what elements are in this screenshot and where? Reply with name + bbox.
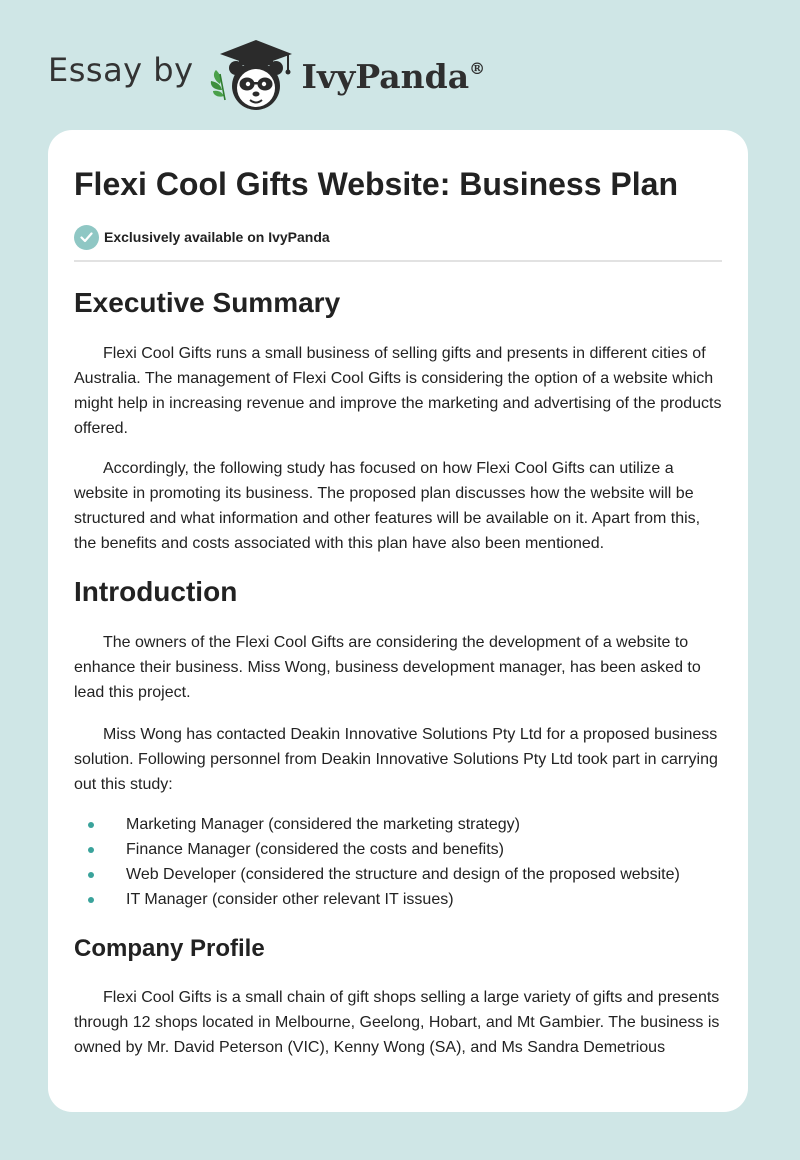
page-title: Flexi Cool Gifts Website: Business Plan: [74, 166, 678, 202]
brand-name: IvyPanda: [301, 56, 470, 96]
paragraph: Flexi Cool Gifts is a small chain of gift shops selling a large variety of gifts and presents through 12 shops located in Melbourne, Geelong, Hobart, and Mt Gambier. The business is owned by Mr. David Peterson (VIC), Kenny Wong (SA), and Ms Sandra Demetrious: [74, 989, 720, 1056]
list-item: [74, 887, 722, 912]
paragraph: The owners of the Flexi Cool Gifts are considering the development of a website to enhance their business. Miss Wong, business development manager, has been asked to lead this project.: [74, 634, 701, 701]
section-heading-company-profile: Company Profile: [74, 935, 265, 962]
checkmark-icon: [74, 225, 99, 250]
list-item-text: Marketing Manager (considered the marketing strategy): [126, 816, 520, 833]
site-header: [48, 34, 485, 114]
bullet-dot-icon: [88, 822, 94, 828]
essay-by-label: Essay by: [48, 51, 194, 89]
ivypanda-wordmark[interactable]: [302, 57, 486, 96]
exclusive-badge: [74, 224, 722, 250]
list-item: [74, 812, 722, 837]
essay-card: [48, 130, 748, 1112]
panda-logo-icon[interactable]: [206, 34, 298, 114]
list-item: [74, 862, 722, 887]
bullet-dot-icon: [88, 872, 94, 878]
list-item-text: IT Manager (consider other relevant IT issues): [126, 891, 454, 908]
list-item-text: Web Developer (considered the structure and design of the proposed website): [126, 866, 680, 883]
title-divider: [74, 260, 722, 262]
paragraph: Accordingly, the following study has focused on how Flexi Cool Gifts can utilize a website in promoting its business. The proposed plan discusses how the website will be structured and what information and other features will be available on it. Apart from this, the benefits and costs associated with this plan have also been mentioned.: [74, 460, 701, 552]
exclusive-label: Exclusively available on IvyPanda: [104, 229, 330, 245]
paragraph: Flexi Cool Gifts runs a small business of selling gifts and presents in different cities of Australia. The management of Flexi Cool Gifts is considering the option of a website which might help in increasing revenue and improve the marketing and advertising of the products offered.: [74, 345, 722, 437]
bullet-dot-icon: [88, 847, 94, 853]
section-heading-executive-summary: Executive Summary: [74, 287, 341, 318]
list-item: [74, 837, 722, 862]
bullet-dot-icon: [88, 897, 94, 903]
personnel-list: [74, 812, 722, 912]
registered-mark: ®: [469, 58, 486, 78]
list-item-text: Finance Manager (considered the costs and benefits): [126, 841, 504, 858]
paragraph: Miss Wong has contacted Deakin Innovative Solutions Pty Ltd for a proposed business solution. Following personnel from Deakin Innovative Solutions Pty Ltd took part in carrying out this study:: [74, 726, 718, 793]
section-heading-introduction: Introduction: [74, 576, 238, 607]
